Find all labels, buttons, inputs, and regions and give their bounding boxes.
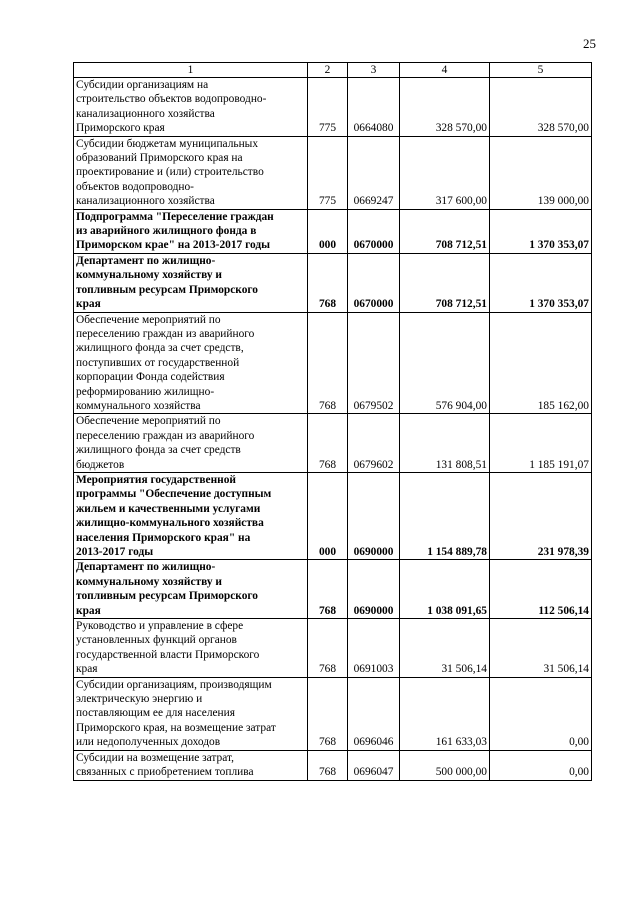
- row-name-line: Приморского края: [76, 122, 165, 135]
- row-name-line: 2013-2017 годы: [76, 546, 154, 558]
- table-row: [74, 78, 592, 137]
- row-name-line: или недополученных доходов: [76, 736, 221, 749]
- row-name-line: Субсидии бюджетам муниципальных: [76, 137, 259, 150]
- row-name-cell: [74, 136, 308, 209]
- amount-cell-5: 0,00: [490, 677, 592, 750]
- row-name-line: из аварийного жилищного фонда в: [76, 225, 257, 238]
- row-name-cell: [74, 78, 308, 137]
- target-code-cell: 0690000: [348, 560, 400, 619]
- row-name-cell: [74, 560, 308, 619]
- row-name-cell: [74, 253, 308, 312]
- code-cell: 000: [308, 209, 348, 253]
- row-name-line: переселению граждан из аварийного: [76, 327, 255, 340]
- target-code-cell: 0691003: [348, 619, 400, 678]
- row-name-line: проектирование и (или) строительство: [76, 166, 264, 179]
- row-name-cell: [74, 209, 308, 253]
- table-row: [74, 209, 592, 253]
- row-name-line: корпорации Фонда содействия: [76, 371, 225, 384]
- code-cell: 768: [308, 750, 348, 780]
- row-name-line: жилищного фонда за счет средств: [76, 444, 241, 457]
- amount-cell-5: 139 000,00: [490, 136, 592, 209]
- table-row: [74, 677, 592, 750]
- table-header-row: [74, 63, 592, 78]
- row-name-line: коммунальному хозяйству и: [76, 575, 222, 588]
- row-name-cell: [74, 414, 308, 473]
- row-name-cell: [74, 472, 308, 559]
- row-name-line: Обеспечение мероприятий по: [76, 415, 221, 428]
- row-name-line: канализационного хозяйства: [76, 195, 215, 208]
- target-code-cell: 0696047: [348, 750, 400, 780]
- amount-cell-4: 708 712,51: [400, 209, 490, 253]
- table-row: [74, 619, 592, 678]
- row-name-line: Приморском крае" на 2013-2017 годы: [76, 239, 270, 252]
- code-cell: 000: [308, 472, 348, 559]
- amount-cell-4: 161 633,03: [400, 677, 490, 750]
- row-name-line: установленных функций органов: [76, 634, 237, 647]
- row-name-cell: [74, 619, 308, 678]
- row-name-line: строительство объектов водопроводно-: [76, 93, 267, 106]
- code-cell: 768: [308, 253, 348, 312]
- row-name-line: края: [76, 298, 101, 311]
- row-name-line: Департамент по жилищно-: [76, 254, 216, 267]
- amount-cell-4: 31 506,14: [400, 619, 490, 678]
- table-row: [74, 414, 592, 473]
- row-name-cell: [74, 750, 308, 780]
- row-name-line: Обеспечение мероприятий по: [76, 313, 221, 326]
- header-cell-5: 5: [490, 63, 592, 78]
- table-row: [74, 312, 592, 414]
- target-code-cell: 0669247: [348, 136, 400, 209]
- amount-cell-5: 31 506,14: [490, 619, 592, 678]
- row-name-line: программы "Обеспечение доступным: [76, 488, 272, 501]
- amount-cell-4: 1 154 889,78: [400, 472, 490, 559]
- amount-cell-4: 708 712,51: [400, 253, 490, 312]
- header-cell-1: 1: [74, 63, 308, 78]
- table-row: [74, 472, 592, 559]
- row-name-line: коммунальному хозяйству и: [76, 269, 222, 282]
- row-name-line: края: [76, 663, 98, 676]
- row-name-line: населения Приморского края" на: [76, 531, 251, 544]
- row-name-line: бюджетов: [76, 458, 125, 471]
- row-name-line: жилищно-коммунального хозяйства: [76, 517, 264, 530]
- row-name-line: жильем и качественными услугами: [76, 502, 261, 515]
- row-name-line: Субсидии организациям на: [76, 79, 209, 91]
- amount-cell-4: 131 808,51: [400, 414, 490, 473]
- row-name-line: края: [76, 604, 101, 617]
- row-name-line: жилищного фонда за счет средств,: [76, 342, 244, 355]
- amount-cell-4: 500 000,00: [400, 750, 490, 780]
- row-name-line: топливным ресурсам Приморского: [76, 283, 258, 296]
- row-name-cell: [74, 677, 308, 750]
- code-cell: 768: [308, 677, 348, 750]
- row-name-line: электрическую энергию и: [76, 693, 203, 706]
- amount-cell-5: 1 370 353,07: [490, 253, 592, 312]
- row-name-line: поставляющим ее для населения: [76, 707, 235, 720]
- code-cell: 768: [308, 312, 348, 414]
- target-code-cell: 0679602: [348, 414, 400, 473]
- amount-cell-4: 317 600,00: [400, 136, 490, 209]
- amount-cell-5: 0,00: [490, 750, 592, 780]
- row-name-line: связанных с приобретением топлива: [76, 766, 254, 779]
- amount-cell-4: 576 904,00: [400, 312, 490, 414]
- row-name-cell: [74, 312, 308, 414]
- target-code-cell: 0664080: [348, 78, 400, 137]
- row-name-line: Субсидии организациям, производящим: [76, 678, 272, 691]
- row-name-line: канализационного хозяйства: [76, 107, 215, 120]
- page-number: 25: [583, 36, 596, 51]
- table-row: [74, 136, 592, 209]
- code-cell: 768: [308, 414, 348, 473]
- row-name-line: поступивших от государственной: [76, 356, 240, 369]
- table-row: [74, 253, 592, 312]
- header-cell-4: 4: [400, 63, 490, 78]
- header-cell-3: 3: [348, 63, 400, 78]
- amount-cell-5: 112 506,14: [490, 560, 592, 619]
- table-row: [74, 750, 592, 780]
- row-name-line: коммунального хозяйства: [76, 399, 201, 412]
- amount-cell-5: 1 185 191,07: [490, 414, 592, 473]
- amount-cell-5: 328 570,00: [490, 78, 592, 137]
- row-name-line: топливным ресурсам Приморского: [76, 590, 258, 603]
- row-name-line: реформированию жилищно-: [76, 385, 215, 398]
- target-code-cell: 0679502: [348, 312, 400, 414]
- amount-cell-5: 231 978,39: [490, 472, 592, 559]
- row-name-line: образований Приморского края на: [76, 152, 243, 165]
- code-cell: 768: [308, 560, 348, 619]
- amount-cell-4: 328 570,00: [400, 78, 490, 137]
- amount-cell-5: 1 370 353,07: [490, 209, 592, 253]
- budget-table: [73, 62, 592, 781]
- row-name-line: Мероприятия государственной: [76, 473, 236, 486]
- target-code-cell: 0670000: [348, 209, 400, 253]
- target-code-cell: 0670000: [348, 253, 400, 312]
- row-name-line: объектов водопроводно-: [76, 180, 194, 193]
- table-row: [74, 560, 592, 619]
- row-name-line: Субсидии на возмещение затрат,: [76, 751, 234, 764]
- target-code-cell: 0696046: [348, 677, 400, 750]
- row-name-line: Руководство и управление в сфере: [76, 620, 244, 633]
- amount-cell-4: 1 038 091,65: [400, 560, 490, 619]
- row-name-line: Подпрограмма "Переселение граждан: [76, 210, 274, 223]
- target-code-cell: 0690000: [348, 472, 400, 559]
- row-name-line: Департамент по жилищно-: [76, 561, 216, 574]
- row-name-line: переселению граждан из аварийного: [76, 429, 255, 442]
- header-cell-2: 2: [308, 63, 348, 78]
- code-cell: 768: [308, 619, 348, 678]
- row-name-line: Приморского края, на возмещение затрат: [76, 721, 276, 734]
- code-cell: 775: [308, 136, 348, 209]
- code-cell: 775: [308, 78, 348, 137]
- amount-cell-5: 185 162,00: [490, 312, 592, 414]
- row-name-line: государственной власти Приморского: [76, 648, 260, 661]
